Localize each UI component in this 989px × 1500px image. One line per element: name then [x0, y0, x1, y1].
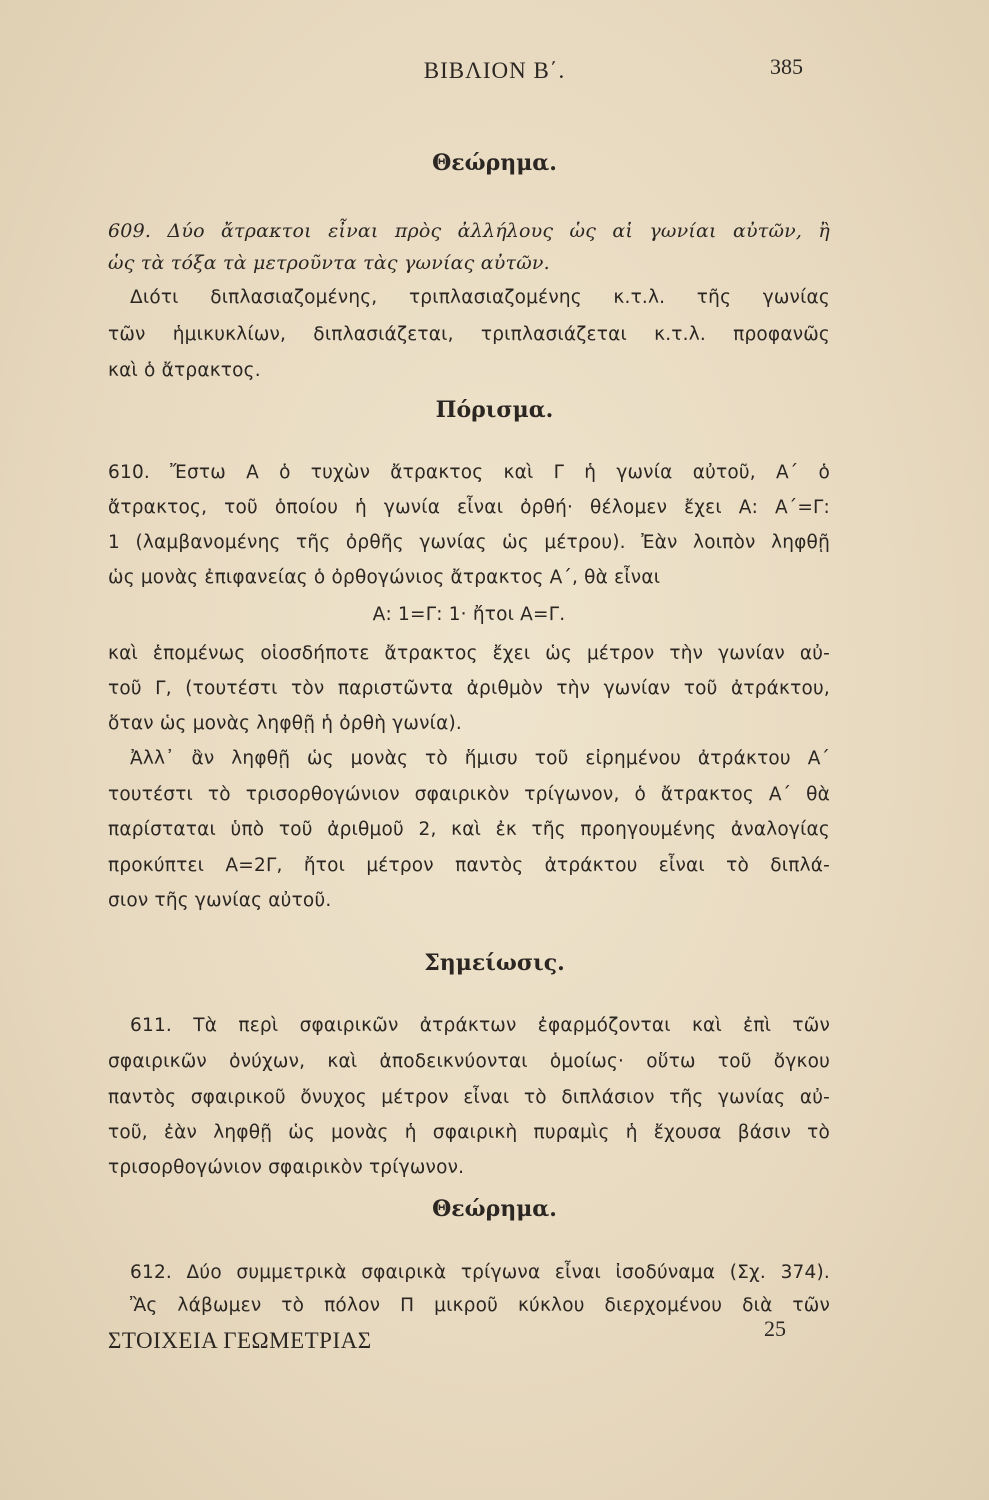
- signature-mark: ΣΤΟΙΧΕΙΑ ΓΕΩΜΕΤΡΙΑΣ: [108, 1328, 372, 1353]
- text-line: 611. Τὰ περὶ σφαιρικῶν ἀτράκτων ἐφαρμόζονται καὶ ἐπὶ τῶν: [130, 1015, 830, 1036]
- text-line: παντὸς σφαιρικοῦ ὄνυχος μέτρον εἶναι τὸ διπλάσιον τῆς γωνίας αὐ-: [108, 1087, 830, 1108]
- heading-porism: Πόρισμα.: [435, 397, 554, 423]
- text-line: 612. Δύο συμμετρικὰ σφαιρικὰ τρίγωνα εἶναι ἰσοδύναμα (Σχ. 374).: [130, 1262, 830, 1283]
- text-line: σιον τῆς γωνίας αὐτοῦ.: [108, 890, 332, 911]
- text-line: σφαιρικῶν ὀνύχων, καὶ ἀποδεικνύονται ὁμοίως· οὕτω τοῦ ὄγκου: [108, 1051, 830, 1072]
- heading-theorem-612: Θεώρημα.: [432, 1196, 557, 1222]
- text-line: τῶν ἡμικυκλίων, διπλασιάζεται, τριπλασιάζεται κ.τ.λ. προφανῶς: [108, 324, 830, 345]
- text-line: τρισορθογώνιον σφαιρικὸν τρίγωνον.: [108, 1157, 465, 1178]
- text-line: 1 (λαμβανομένης τῆς ὀρθῆς γωνίας ὡς μέτρου). Ἐὰν λοιπὸν ληφθῇ: [108, 532, 830, 553]
- text-line: προκύπτει Α=2Γ, ἤτοι μέτρον παντὸς ἀτράκτου εἶναι τὸ διπλά-: [108, 855, 830, 876]
- text-line: παρίσταται ὑπὸ τοῦ ἀριθμοῦ 2, καὶ ἐκ τῆς προηγουμένης ἀναλογίας: [108, 819, 830, 840]
- sheet-number: 25: [764, 1316, 786, 1341]
- text-line: ὡς τὰ τόξα τὰ μετροῦντα τὰς γωνίας αὐτῶν.: [108, 252, 550, 274]
- text-line: ὅταν ὡς μονὰς ληφθῇ ἡ ὀρθὴ γωνία).: [108, 713, 462, 734]
- text-line: ἄτρακτος, τοῦ ὁποίου ἡ γωνία εἶναι ὀρθή· θέλομεν ἔχει Α: Α΄=Γ:: [108, 497, 830, 518]
- text-line: Ἂς λάβωμεν τὸ πόλον Π μικροῦ κύκλου διερχομένου διὰ τῶν: [130, 1295, 830, 1316]
- text-line: τοῦ Γ, (τουτέστι τὸν παριστῶντα ἀριθμὸν τὴν γωνίαν τοῦ ἀτράκτου,: [108, 678, 830, 699]
- text-line: καὶ ἑπομένως οἱοσδήποτε ἄτρακτος ἔχει ὡς μέτρον τὴν γωνίαν αὐ-: [108, 643, 830, 664]
- heading-note: Σημείωσις.: [424, 950, 565, 976]
- page-number: 385: [770, 54, 803, 79]
- heading-theorem-609: Θεώρημα.: [432, 150, 557, 176]
- text-line: καὶ ὁ ἄτρακτος.: [108, 360, 261, 381]
- text-line: Ἀλλ᾽ ἂν ληφθῇ ὡς μονὰς τὸ ἥμισυ τοῦ εἰρημένου ἀτράκτου Α΄: [130, 748, 830, 769]
- text-line: 610. Ἔστω Α ὁ τυχὼν ἄτρακτος καὶ Γ ἡ γωνία αὐτοῦ, Α΄ ὁ: [108, 462, 830, 483]
- running-head: ΒΙΒΛΙΟΝ Β΄.: [423, 58, 566, 83]
- text-line: τοῦ, ἐὰν ληφθῇ ὡς μονὰς ἡ σφαιρικὴ πυραμὶς ἡ ἔχουσα βάσιν τὸ: [108, 1122, 830, 1143]
- text-line: Διότι διπλασιαζομένης, τριπλασιαζομένης κ.τ.λ. τῆς γωνίας: [130, 287, 830, 308]
- text-line: ὡς μονὰς ἐπιφανείας ὁ ὀρθογώνιος ἄτρακτος Α΄, θὰ εἶναι: [108, 567, 661, 588]
- text-line: 609. Δύο ἄτρακτοι εἶναι πρὸς ἀλλήλους ὡς αἱ γωνίαι αὐτῶν, ἢ: [108, 220, 830, 242]
- text-line: τουτέστι τὸ τρισορθογώνιον σφαιρικὸν τρίγωνον, ὁ ἄτρακτος Α΄ θὰ: [108, 784, 830, 805]
- formula-line: Α: 1=Γ: 1· ἤτοι Α=Γ.: [372, 604, 566, 625]
